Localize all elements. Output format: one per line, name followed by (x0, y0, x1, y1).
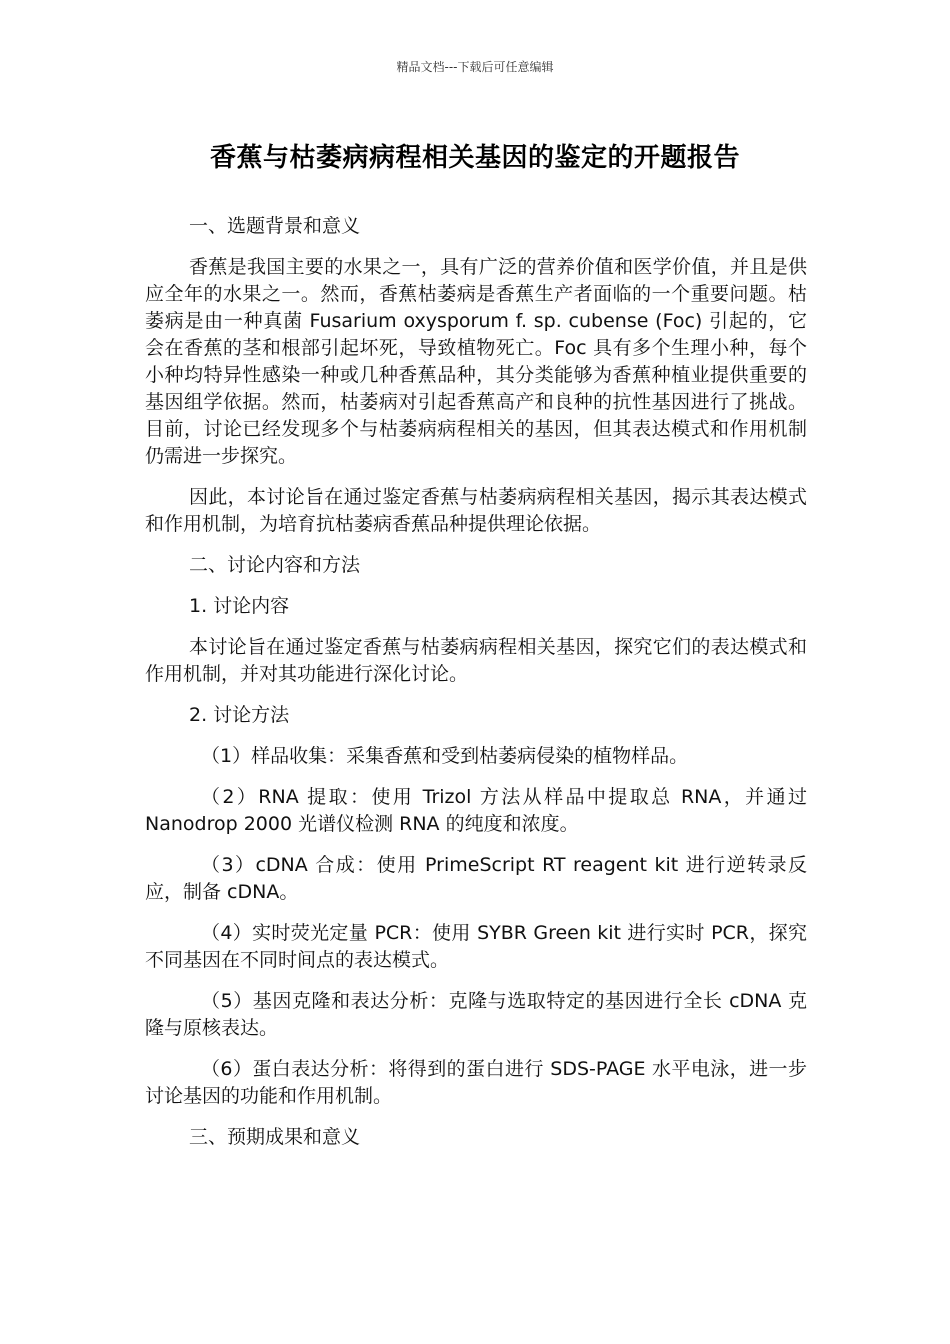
section-heading-background: 一、选题背景和意义 (189, 215, 361, 237)
header-note: 精品文档---下载后可任意编辑 (396, 60, 554, 74)
document-title: 香蕉与枯萎病病程相关基因的鉴定的开题报告 (209, 143, 740, 173)
method-item-1: （1）样品收集：采集香蕉和受到枯萎病侵染的植物样品。 (201, 745, 689, 767)
paragraph-purpose: 因此，本讨论旨在通过鉴定香蕉与枯萎病病程相关基因，揭示其表达模式和作用机制，为培育抗枯萎病香蕉品种提供理论依据。 (145, 486, 807, 535)
document-body (145, 213, 807, 1165)
method-item-6: （6）蛋白表达分析：将得到的蛋白进行 SDS-PAGE 水平电泳，进一步讨论基因的功能和作用机制。 (145, 1058, 807, 1107)
paragraph-content: 本讨论旨在通过鉴定香蕉与枯萎病病程相关基因，探究它们的表达模式和作用机制，并对其功能进行深化讨论。 (145, 636, 807, 685)
method-item-5: （5）基因克隆和表达分析：克隆与选取特定的基因进行全长 cDNA 克隆与原核表达。 (145, 990, 807, 1039)
subheading-methods: 2. 讨论方法 (189, 704, 290, 726)
subheading-content: 1. 讨论内容 (189, 595, 290, 617)
method-item-2: （2）RNA 提取：使用 Trizol 方法从样品中提取总 RNA，并通过 Nanodrop 2000 光谱仪检测 RNA 的纯度和浓度。 (145, 786, 807, 835)
paragraph-background: 香蕉是我国主要的水果之一，具有广泛的营养价值和医学价值，并且是供应全年的水果之一。然而，香蕉枯萎病是香蕉生产者面临的一个重要问题。枯萎病是由一种真菌 Fusarium oxysporum f. sp. cubense (Foc) 引起的，它会在香蕉的茎和根部引起坏死，导致植物死亡。Foc 具有多个生理小种，每个小种均特异性感染一种或几种香蕉品种，其分类能够为香蕉种植业提供重要的基因组学依据。然而，枯萎病对引起香蕉高产和良种的抗性基因进行了挑战。目前，讨论已经发现多个与枯萎病病程相关的基因，但其表达模式和作用机制仍需进一步探究。 (145, 256, 807, 467)
method-item-4: （4）实时荧光定量 PCR：使用 SYBR Green kit 进行实时 PCR，探究不同基因在不同时间点的表达模式。 (145, 922, 807, 971)
section-heading-expected-results: 三、预期成果和意义 (189, 1126, 361, 1148)
method-item-3: （3）cDNA 合成：使用 PrimeScript RT reagent kit 进行逆转录反应，制备 cDNA。 (145, 854, 807, 903)
section-heading-content-methods: 二、讨论内容和方法 (189, 554, 361, 576)
